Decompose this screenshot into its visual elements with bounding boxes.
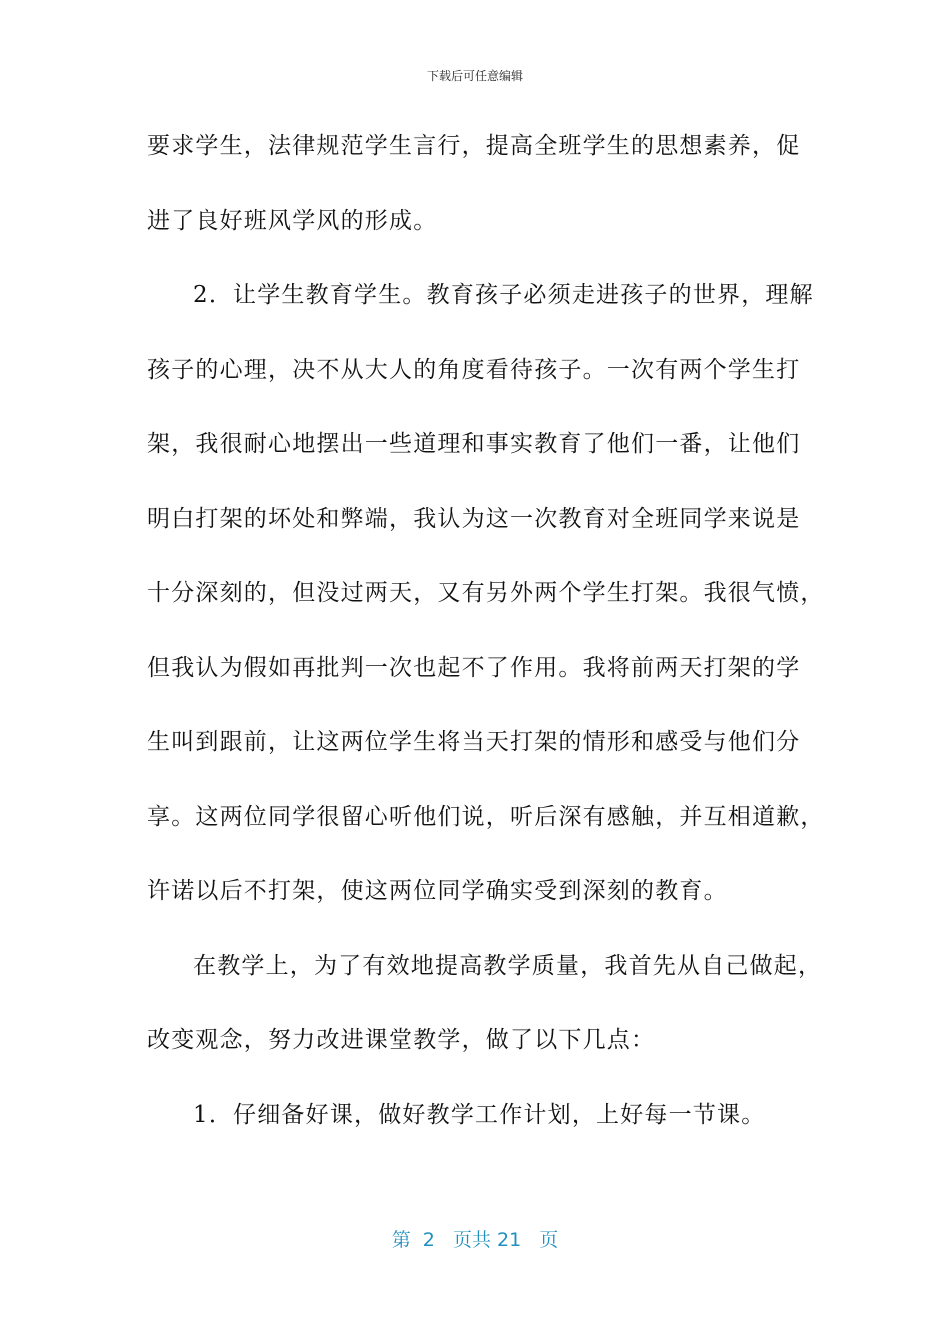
text-line: 要求学生，法律规范学生言行，提高全班学生的思想素养，促 <box>147 133 801 159</box>
text-line: 改变观念，努力改进课堂教学，做了以下几点： <box>147 1027 656 1053</box>
text-line: 在教学上，为了有效地提高教学质量，我首先从自己做起， <box>193 952 823 979</box>
page-number: 第 2 页共 21 页 <box>391 1229 559 1251</box>
text-line: 孩子的心理，决不从大人的角度看待孩子。一次有两个学生打 <box>147 356 801 383</box>
header-note: 下载后可任意编辑 <box>426 69 523 83</box>
text-line: 明白打架的坏处和弊端，我认为这一次教育对全班同学来说是 <box>147 505 801 532</box>
text-line: 架，我很耐心地摆出一些道理和事实教育了他们一番，让他们 <box>147 431 801 457</box>
text-line: 进了良好班风学风的形成。 <box>147 207 438 234</box>
text-line: 2．让学生教育学生。教育孩子必须走进孩子的世界，理解 <box>193 282 814 308</box>
text-line: 生叫到跟前，让这两位学生将当天打架的情形和感受与他们分 <box>147 729 801 755</box>
text-line: 1．仔细备好课，做好教学工作计划，上好每一节课。 <box>193 1101 766 1128</box>
text-line: 但我认为假如再批判一次也起不了作用。我将前两天打架的学 <box>147 654 801 681</box>
text-line: 许诺以后不打架，使这两位同学确实受到深刻的教育。 <box>147 878 728 904</box>
text-line: 享。这两位同学很留心听他们说，听后深有感触，并互相道歉， <box>147 803 825 830</box>
text-line: 十分深刻的，但没过两天，又有另外两个学生打架。我很气愤， <box>147 580 825 606</box>
document-body <box>147 122 825 1165</box>
